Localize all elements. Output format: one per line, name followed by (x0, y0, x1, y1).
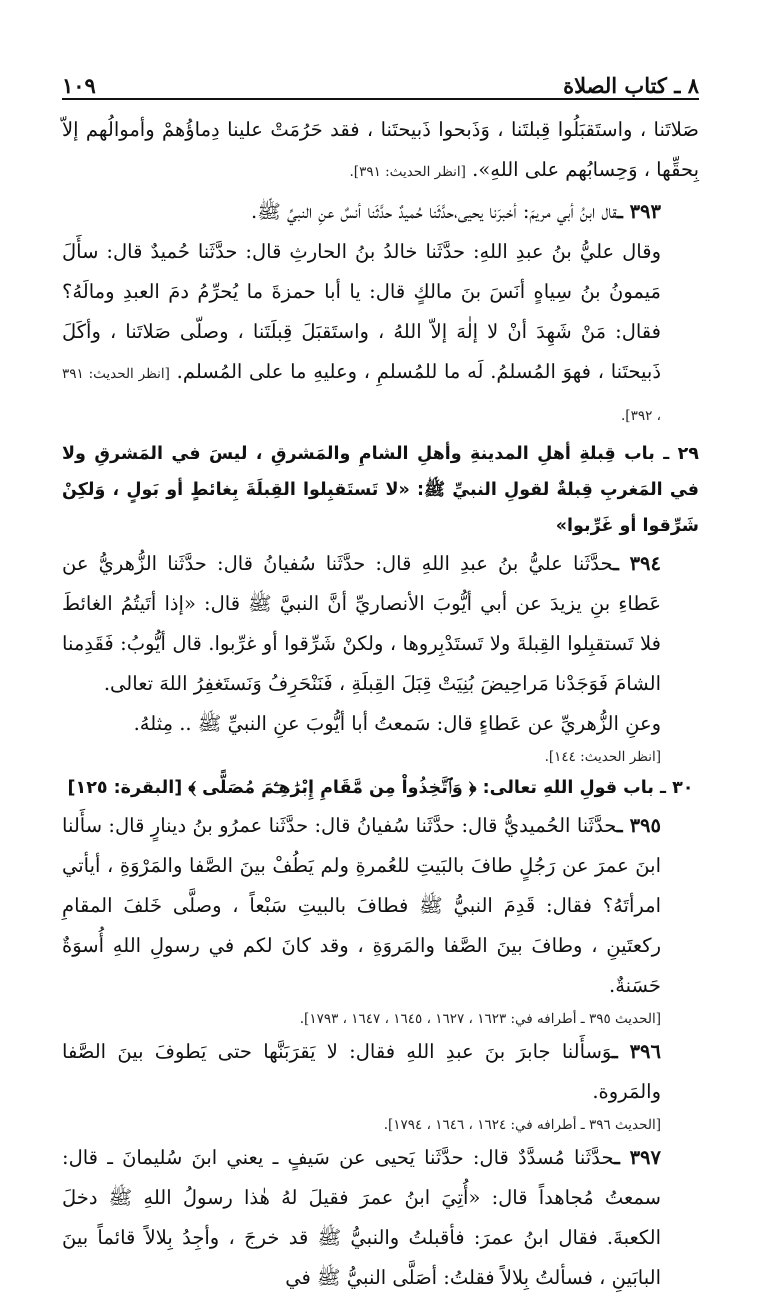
hadith-394 (62, 544, 699, 704)
chapter-number: ٢٩ ـ (663, 444, 699, 464)
paragraph-text: وقال عليُّ بنُ عبدِ اللهِ: حدَّثَنا خالدُ بنُ الحارثِ قال: حدَّثَنا حُميدٌ قال: سأَلَ مَيمونُ بنُ سِياهٍ أنَسَ بنَ مالكٍ قال: يا أبا حمزةَ ما يُحرِّمُ دمَ العبدِ ومالَهُ؟ فقال: مَنْ شَهِدَ أنْ لا إلٰهَ إلاّ اللهُ ، واستَقبَلَ قِبلَتَنا ، وصلّى صَلاتَنا ، وأكَلَ ذَبيحتَنا ، فهوَ المُسلمُ. لَه ما للمُسلمِ ، وعليهِ ما على المُسلم. (62, 240, 662, 383)
hadith-397 (62, 1138, 699, 1298)
chapter-heading-30 (62, 770, 699, 806)
chapter-number: ٣٠ ـ (660, 778, 694, 798)
page-number: ١٠٩ (62, 73, 96, 98)
hadith-reference: [انظر الحديث: ٣٩١ ، ٣٩٢]. (62, 366, 661, 424)
chapter-title-text: باب قولِ اللهِ تعالى: ﴿ وَٱتَّخِذُواْ مِن مَّقَامِ إِبْرَٰهِـۧمَ مُصَلًّى ﴾ [البقرة: ١٢٥] (67, 778, 654, 798)
page-body (62, 110, 699, 1298)
hadith-text: حدَّثَنا مُسدَّدٌ قال: حدَّثَنا يَحيى عن سَيفٍ ـ يعني ابنَ سُليمانَ ـ قال: سمعتُ مُجاهداً قال: «أُتِيَ ابنُ عمرَ فقيلَ لهُ هٰذا رسولُ اللهِ ﷺ دخلَ الكعبةَ. فقال ابنُ عمرَ: فأقبلتُ والنبيُّ ﷺ قد خرجَ ، وأجِدُ بِلالاً قائماً بينَ البابَينِ ، فسألتُ بِلالاً فقلتُ: أصَلَّى النبيُّ ﷺ في (62, 1146, 661, 1289)
hadith-reference: [انظر الحديث: ٣٩١]. (349, 164, 466, 180)
paragraph-text: صَلاتَنا ، واستَقبَلُوا قِبلتَنا ، وَذَبحوا ذَبيحتَنا ، فقد حَرُمَتْ علينا دِماؤُهمْ وأموالُهم إلاّ بِحقِّها ، وَحِسابُهم على اللهِ». (62, 118, 699, 181)
hadith-number: ٣٩٦ ـ (611, 1040, 661, 1063)
hadith-396 (62, 1032, 699, 1112)
hadith-number: ٣٩٣ ـ (617, 200, 661, 223)
text-paragraph (62, 232, 699, 436)
chapter-title: ٨ ـ كتاب الصلاة (563, 73, 699, 98)
running-header (62, 64, 699, 100)
hadith-number: ٣٩٤ ـ (613, 552, 661, 575)
hadith-text: حدَّثَنا الحُميديُّ قال: حدَّثَنا سُفيانُ قال: حدَّثَنا عمرُو بنُ دينارٍ قال: سأَلنا ابنَ عمرَ عن رَجُلٍ طافَ بالبَيتِ للعُمرةِ ولم يَطُفْ بينَ الصَّفا والمَرْوَةِ ، أيأتي امرأتَهُ؟ فقال: قَدِمَ النبيُّ ﷺ فطافَ بالبيتِ سَبْعاً ، وصلَّى خَلفَ المقامِ ركعتَينِ ، وطافَ بينَ الصَّفا والمَروَةِ ، وقد كانَ لكم في رسولِ اللهِ أُسوَةٌ حَسَنةٌ. (62, 814, 661, 997)
hadith-reference: [انظر الحديث: ١٤٤]. (544, 749, 661, 765)
hadith-reference: [الحديث ٣٩٦ ـ أطرافه في: ١٦٢٤ ، ١٦٤٦ ، ١٧٩٤]. (383, 1117, 661, 1133)
hadith-text: وَسأَلنا جابرَ بنَ عبدِ اللهِ فقال: لا يَقرَبَنَّها حتى يَطوفَ بينَ الصَّفا والمَروة. (62, 1040, 661, 1103)
hadith-393 (62, 192, 699, 232)
hadith-text: حدَّثَنا عليُّ بنُ عبدِ اللهِ قال: حدَّثَنا سُفيانُ قال: حدَّثَنا الزُّهريُّ عن عَطاءِ بنِ يزيدَ عن أبي أيُّوبَ الأنصاريِّ أنَّ النبيَّ ﷺ قال: «إذا أتَيتُمُ الغائطَ فلا تَستقبِلوا القِبلةَ ولا تَستَدْبِروها ، ولكنْ شَرِّقوا أو غرِّبوا. قال أيُّوبُ: فَقَدِمنا الشامَ فَوَجَدْنا مَراحِيضَ بُنِيَتْ قِبَلَ القِبلَةِ ، فَنَنْحَرِفُ وَنَستَغفِرُ اللهَ تعالى. (62, 552, 661, 695)
hadith-number: ٣٩٥ ـ (616, 814, 661, 837)
chapter-title-text: باب قِبلةِ أهلِ المدينةِ وأهلِ الشامِ والمَشرقِ ، ليسَ في المَشرقِ ولا في المَغربِ قِبلةٌ لقولِ النبيِّ ﷺ: «لا تَستَقبِلوا القِبلَةَ بِغائطٍ أو بَولٍ ، وَلكِنْ شَرِّقوا أو غَرِّبوا» (62, 444, 699, 536)
paragraph-text: وعنِ الزُّهريِّ عن عَطاءٍ قال: سَمعتُ أبا أيُّوبَ عنِ النبيِّ ﷺ .. مِثلهُ. (133, 712, 661, 735)
hadith-number: ٣٩٧ ـ (614, 1146, 661, 1169)
text-paragraph (62, 704, 699, 744)
chapter-heading-29 (62, 436, 699, 544)
hadith-reference: [الحديث ٣٩٥ ـ أطرافه في: ١٦٢٣ ، ١٦٢٧ ، ١٦٤٥ ، ١٦٤٧ ، ١٧٩٣]. (299, 1011, 661, 1027)
text-paragraph (62, 110, 699, 192)
hadith-395 (62, 806, 699, 1006)
hadith-text: قال ابنُ أبي مريمَ: أخبرَنا يحيى،حدَّثَنا حُميدٌ حدَّثَنا أنسٌ عنِ النبيِّ ﷺ. (251, 200, 618, 223)
